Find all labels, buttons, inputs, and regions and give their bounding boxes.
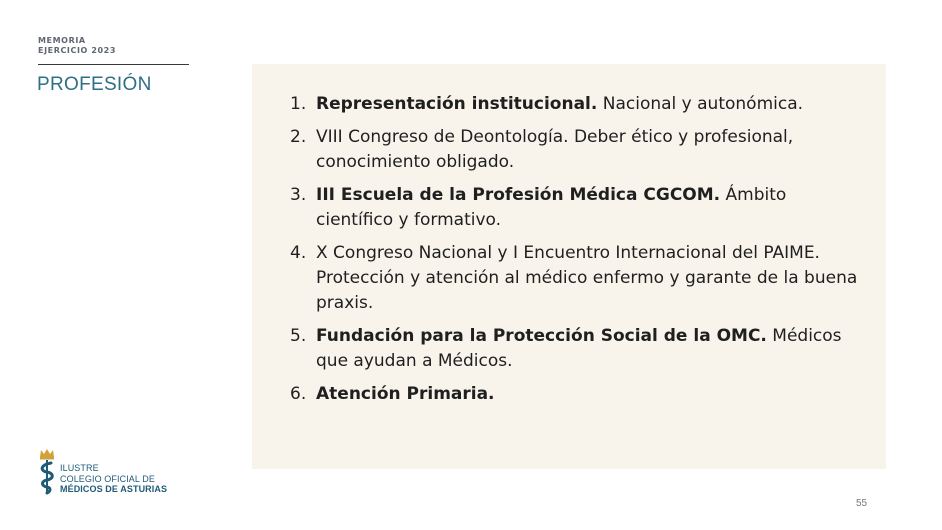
item-text [316,125,865,175]
header-ejercicio: EJERCICIO 2023 [38,46,117,55]
item-bold-text: III Escuela de la Profesión Médica CGCOM. [316,185,721,205]
item-number: 6. [290,384,307,404]
item-number: 2. [290,127,307,147]
item-bold-text: Representación institucional. [316,94,598,114]
item-rest-text: Nacional y autonómica. [597,94,804,114]
item-text [316,183,865,233]
caduceus-crown-icon [36,447,58,495]
list-item [290,382,865,407]
item-rest-text: X Congreso Nacional y I Encuentro Internacional del PAIME. Protección y atención al médico enfermo y garante de la buena praxis. [316,243,858,313]
logo-line-medicos: MÉDICOS DE ASTURIAS [60,484,168,494]
item-rest-text: Médicos que ayudan a Médicos. [316,326,842,371]
item-bold-text: Atención Primaria. [316,384,495,404]
list-item [290,183,865,233]
list-item [290,241,865,316]
item-text [316,324,865,374]
header-memoria: MEMORIA [38,36,86,45]
item-rest-text: VIII Congreso de Deontología. Deber ético y profesional, conocimiento obligado. [316,127,794,172]
item-text [316,382,865,407]
logo-line-colegio: COLEGIO OFICIAL DE [60,473,155,484]
logo-line-ilustre: ILUSTRE [60,463,99,473]
numbered-list [290,92,865,415]
list-item [290,125,865,175]
item-bold-text: Fundación para la Protección Social de la OMC. [316,326,767,346]
document-header [38,36,189,65]
item-number: 1. [290,94,307,114]
item-text [316,92,865,117]
section-title: PROFESIÓN [37,74,152,95]
item-rest-text: Ámbito científico y formativo. [316,185,787,230]
logo-text [60,463,167,495]
header-divider [38,64,189,65]
page-number: 55 [856,498,868,509]
item-number: 3. [290,185,307,205]
item-number: 5. [290,326,307,346]
list-item [290,92,865,117]
list-item [290,324,865,374]
item-number: 4. [290,243,307,263]
item-text [316,241,865,316]
college-logo [36,447,196,495]
